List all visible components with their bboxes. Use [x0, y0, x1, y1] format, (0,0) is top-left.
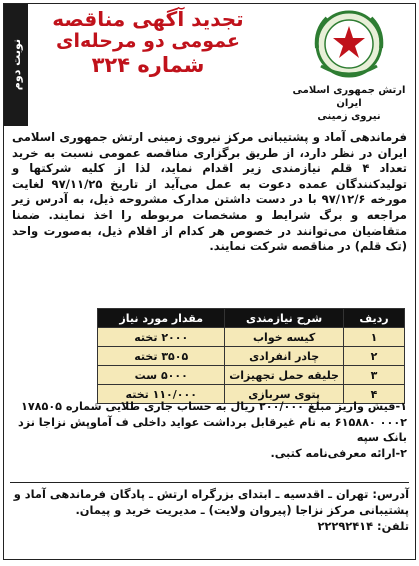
round-label: نوبت دوم [9, 39, 23, 91]
title-line-2: عمومی دو مرحله‌ای [56, 30, 240, 52]
org-name-line-1: ارتش جمهوری اسلامی ایران [292, 85, 406, 109]
army-emblem-icon [307, 8, 391, 84]
table-row [98, 347, 405, 366]
table-row [98, 366, 405, 385]
row-description: کیسه خواب [225, 328, 344, 347]
round-badge [4, 4, 28, 126]
phone-text: تلفن: ۲۲۲۹۲۴۱۴ [317, 519, 409, 533]
row-quantity: ۱۱۰/۰۰۰ تخته [98, 385, 225, 404]
header-row-number: ردیف [344, 309, 405, 328]
tender-title [34, 8, 262, 77]
row-number: ۲ [344, 347, 405, 366]
row-quantity: ۲۰۰۰ تخته [98, 328, 225, 347]
note-1: ۱-فیش واریز مبلغ ۲۰۰/۰۰۰ ریال به حساب جاری طلایی شماره ۱۷۸۵۰۵ ۰۰۰۲ ۶۱۵۸۸۰ به نام غیرقابل برداشت عواید داخلی ف آماوپش نزاجا نزد بانک سپه [18, 400, 407, 444]
row-quantity: ۳۵۰۵ تخته [98, 347, 225, 366]
row-description: چادر انفرادی [225, 347, 344, 366]
contact-address [10, 482, 409, 534]
title-line-1: تجدید آگهی مناقصه [52, 7, 244, 31]
row-number: ۴ [344, 385, 405, 404]
table-row [98, 328, 405, 347]
row-description: پتوی سربازی [225, 385, 344, 404]
row-number: ۱ [344, 328, 405, 347]
row-number: ۳ [344, 366, 405, 385]
title-line-3: شماره ۳۲۴ [91, 52, 205, 77]
announcement-body [12, 130, 407, 255]
header-description: شرح نیازمندی [225, 309, 344, 328]
table-header-row [98, 309, 405, 328]
advertisement-page [3, 3, 416, 560]
org-name-line-2: نیروی زمینی [317, 111, 381, 122]
army-emblem [289, 8, 409, 123]
requirements-table [97, 308, 405, 404]
address-text: آدرس: تهران ـ اقدسیه ـ ابتدای بزرگراه ارتش ـ پادگان فرماندهی آماد و پشتیبانی مرکز نزاجا (پیروان ولایت) ـ مدیریت خرید و پیمان. [13, 487, 409, 517]
body-paragraph: فرماندهی آماد و پشتیبانی مرکز نیروی زمینی ارتش جمهوری اسلامی ایران در نظر دارد، از طریق برگزاری مناقصه عمومی نسبت به خرید تعداد ۴ قلم نیازمندی زیر اقدام نماید، لذا از کلیه شرکتها و تولیدکنندگان عمده دعوت به عمل می‌آید از تاریخ ۹۷/۱۱/۲۵ لغایت مورخه ۹۷/۱۲/۶ با در دست داشتن مدارک مشروحه ذیل، به آدرس زیر مراجعه و برگ شرایط و مشخصات مربوطه را اخذ نمایند. ضمنا متقاضیان می‌توانند در خصوص هر کدام از اقلام ذیل، به‌صورت واحد (تک قلم) در مناقصه شرکت نمایند. [12, 130, 408, 254]
required-documents [12, 399, 407, 461]
row-description: جلیقه حمل تجهیزات [225, 366, 344, 385]
row-quantity: ۵۰۰۰ ست [98, 366, 225, 385]
note-2: ۲-ارائه معرفی‌نامه کتبی. [270, 446, 407, 460]
header-quantity: مقدار مورد نیاز [98, 309, 225, 328]
